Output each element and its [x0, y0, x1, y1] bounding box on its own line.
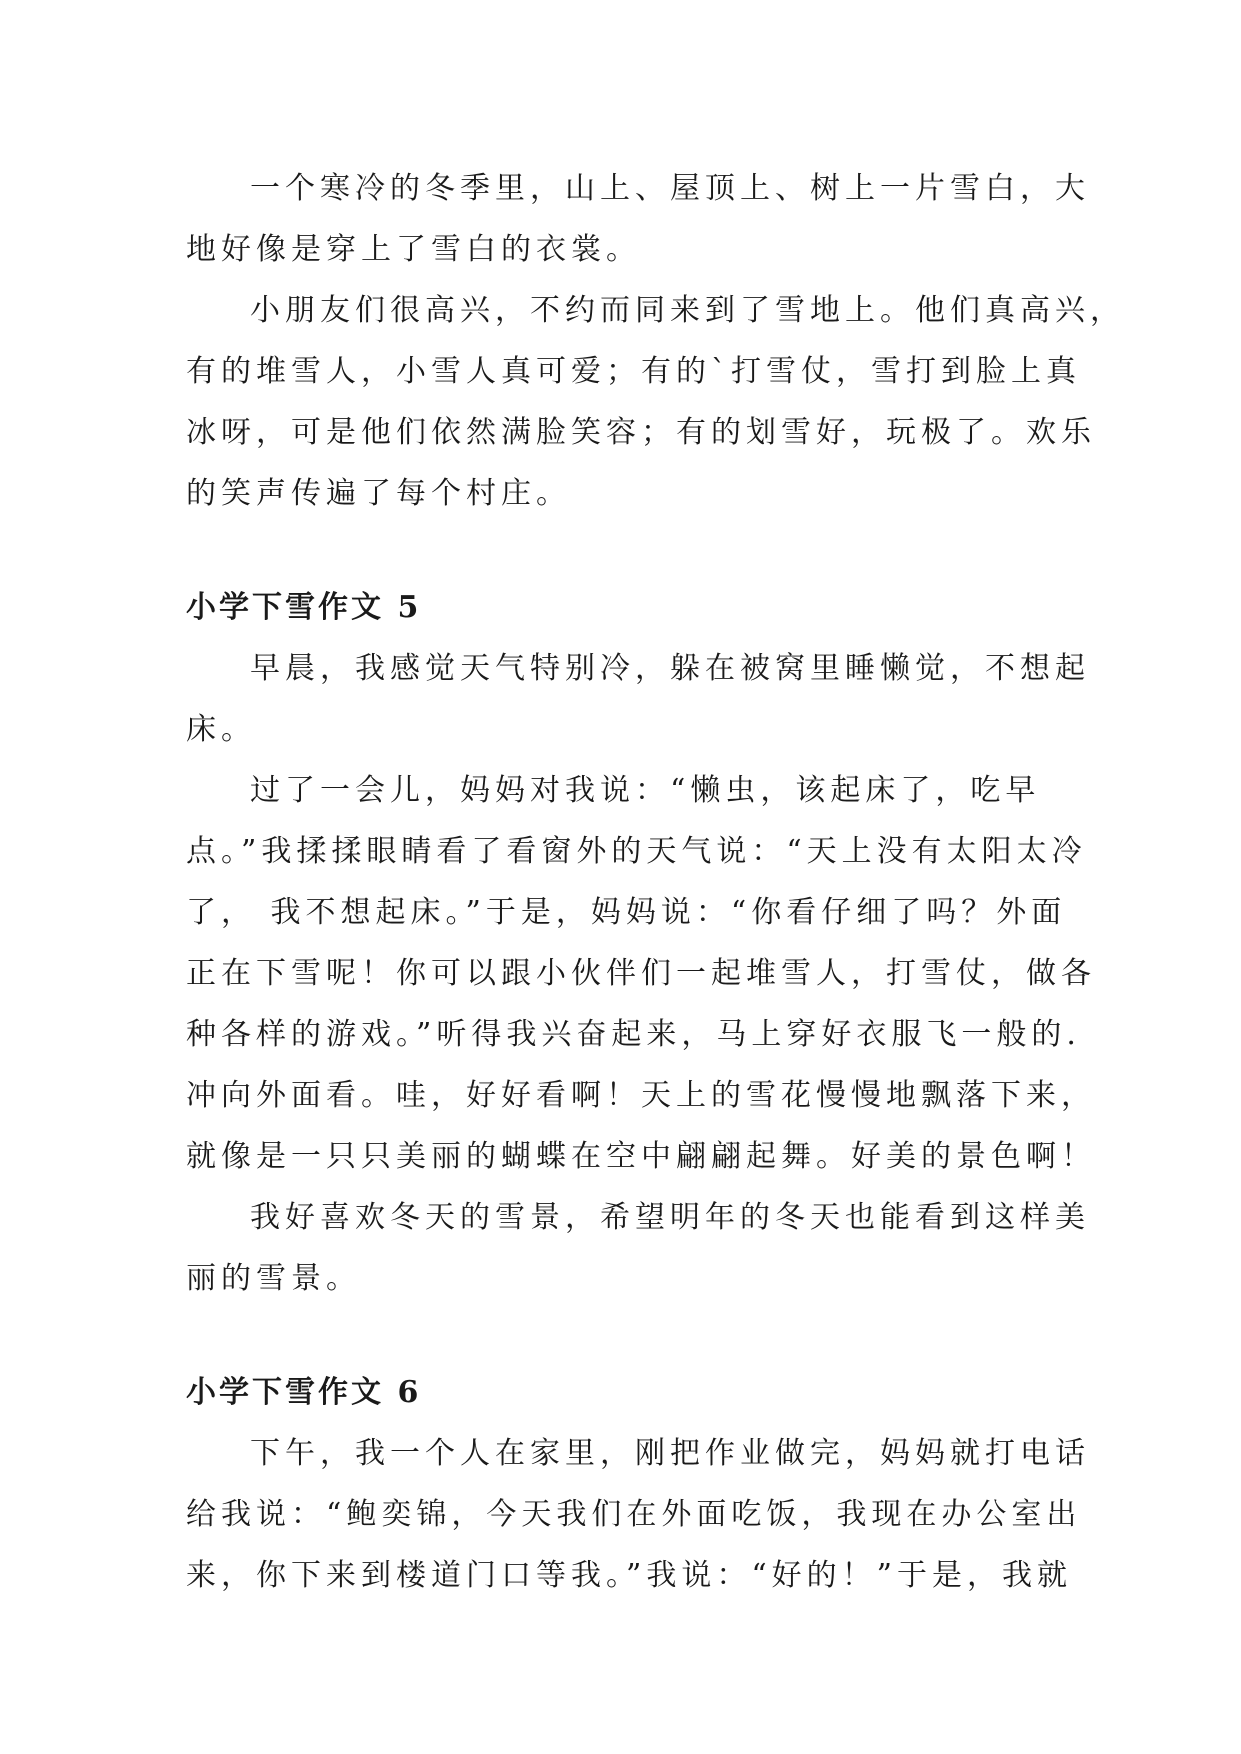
paragraph: [186, 638, 1090, 760]
section-heading: 小学下雪作文 5: [186, 590, 422, 625]
text-line: 小朋友们很高兴，不约而同来到了雪地上。他们真高兴，: [250, 293, 1125, 328]
text-line: 冲向外面看。哇，好好看啊！天上的雪花慢慢地飘落下来，: [186, 1078, 1096, 1113]
text-line: 就像是一只只美丽的蝴蝶在空中翩翩起舞。好美的景色啊！: [186, 1139, 1096, 1174]
text-line: 来，你下来到楼道门口等我。”我说：“好的！”于是，我就: [186, 1558, 1073, 1593]
text-line: 正在下雪呢！你可以跟小伙伴们一起堆雪人，打雪仗，做各: [186, 956, 1096, 991]
text-line: 一个寒冷的冬季里，山上、屋顶上、树上一片雪白，大: [250, 171, 1090, 206]
text-line: 床。: [186, 712, 256, 747]
text-line: 早晨，我感觉天气特别冷，躲在被窝里睡懒觉，不想起: [250, 651, 1090, 686]
text-line: 地好像是穿上了雪白的衣裳。: [186, 232, 641, 267]
paragraph: [186, 1423, 1090, 1606]
section-gap: [186, 1309, 1056, 1362]
text-line: 丽的雪景。: [186, 1261, 361, 1296]
text-line: 的笑声传遍了每个村庄。: [186, 476, 571, 511]
section-1: [186, 158, 1125, 524]
document-page: [186, 158, 1125, 1606]
text-line: 有的堆雪人，小雪人真可爱；有的`打雪仗，雪打到脸上真: [186, 354, 1081, 389]
section-heading: 小学下雪作文 6: [186, 1375, 422, 1410]
section-3: [186, 1362, 1090, 1606]
text-line: 下午，我一个人在家里，刚把作业做完，妈妈就打电话: [250, 1436, 1090, 1471]
paragraph: [186, 280, 1125, 524]
text-line: 我好喜欢冬天的雪景，希望明年的冬天也能看到这样美: [250, 1200, 1090, 1235]
paragraph: [186, 1187, 1090, 1309]
section-gap: [186, 524, 1056, 577]
paragraph: [186, 158, 1090, 280]
text-line: 过了一会儿，妈妈对我说：“懒虫，该起床了，吃早: [250, 773, 1041, 808]
section-2: [186, 577, 1096, 1309]
paragraph: [186, 760, 1096, 1187]
text-line: 种各样的游戏。”听得我兴奋起来，马上穿好衣服飞一般的.: [186, 1017, 1081, 1052]
text-line: 冰呀，可是他们依然满脸笑容；有的划雪好，玩极了。欢乐: [186, 415, 1096, 450]
text-line: 给我说：“鲍奕锦，今天我们在外面吃饭，我现在办公室出: [186, 1497, 1082, 1532]
text-line: 了， 我不想起床。”于是，妈妈说：“你看仔细了吗？外面: [186, 895, 1067, 930]
text-line: 点。”我揉揉眼睛看了看窗外的天气说：“天上没有太阳太冷: [186, 834, 1087, 869]
